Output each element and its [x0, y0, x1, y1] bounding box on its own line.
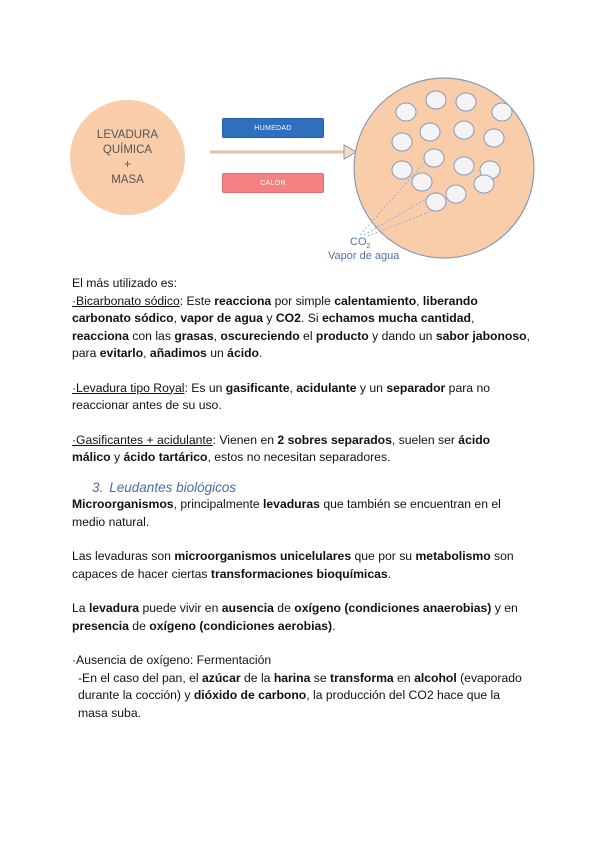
- co2-subscript: 2: [366, 243, 371, 251]
- bubble: [454, 157, 474, 175]
- bold-text: calentamiento: [334, 293, 417, 308]
- paragraph-fermentation-title: ·Ausencia de oxígeno: Fermentación: [72, 653, 272, 667]
- text-run: ,: [173, 311, 181, 325]
- bold-text: echamos mucha cantidad: [321, 311, 471, 325]
- bold-text: metabolismo: [415, 549, 491, 563]
- bold-text: ácido málico: [72, 432, 491, 464]
- text-run: puede vivir en: [139, 601, 222, 615]
- bold-text: separador: [386, 380, 446, 395]
- text-run: para no reaccionar antes de su uso.: [72, 380, 491, 412]
- text-run: -En el caso del pan, el: [78, 670, 202, 685]
- bold-text: ácido: [227, 346, 260, 360]
- bubble: [392, 133, 412, 151]
- bubble: [396, 103, 416, 121]
- circle-line: QUÍMICA: [102, 143, 153, 156]
- text-run: , la producción del CO2 hace que la masa suba.: [78, 688, 501, 720]
- bold-text: vapor de agua: [180, 311, 263, 325]
- heat-label: CALOR: [222, 173, 324, 193]
- humidity-label: HUMEDAD: [222, 118, 324, 138]
- bold-text: gasificante: [225, 380, 290, 395]
- text-run: , estos no necesitan separadores.: [207, 450, 391, 464]
- bold-text: oscureciendo: [220, 328, 300, 343]
- text-run: y dando un: [368, 328, 436, 343]
- bubble: [424, 149, 444, 167]
- underlined-term: ·Levadura tipo Royal: [72, 380, 185, 395]
- text-run: de la: [240, 670, 274, 685]
- paragraph-yeasts: [72, 548, 532, 583]
- text-run: por simple: [271, 293, 335, 308]
- bold-text: acidulante: [296, 380, 357, 395]
- text-run: y en: [491, 601, 518, 615]
- bold-text: 2 sobres separados: [277, 432, 392, 447]
- text-run: : Es un: [184, 380, 226, 395]
- fermentation-diagram: [62, 72, 536, 272]
- bold-text: levaduras: [263, 497, 320, 511]
- bubble: [454, 121, 474, 139]
- bold-text: reacciona: [72, 328, 129, 343]
- bubble: [426, 91, 446, 109]
- text-run: se: [310, 670, 331, 685]
- text-run: son capaces de hacer ciertas: [72, 549, 514, 581]
- bold-text: sabor jabonoso: [435, 328, 527, 343]
- bold-text: ácido tartárico: [123, 450, 208, 464]
- bold-text: azúcar: [201, 670, 241, 685]
- bold-text: añadimos: [149, 346, 207, 360]
- heading-text: Leudantes biológicos: [109, 479, 237, 495]
- text-run: .: [259, 346, 263, 360]
- text-run: (evaporado durante la cocción) y: [78, 670, 522, 702]
- bold-text: presencia: [72, 618, 129, 633]
- circle-line: +: [124, 158, 131, 171]
- co2-label: [350, 236, 370, 250]
- bold-text: transforma: [330, 670, 394, 685]
- bold-text: alcohol: [414, 670, 457, 685]
- text-run: de: [273, 601, 295, 615]
- bold-text: oxígeno (condiciones aerobias): [149, 618, 333, 633]
- text-run: : Vienen en: [212, 432, 278, 447]
- co2-text: CO: [350, 236, 367, 248]
- text-run: en: [393, 670, 415, 685]
- bubble: [412, 173, 432, 191]
- text-run: ,: [213, 328, 221, 343]
- section-heading: [72, 479, 532, 497]
- text-run: ,: [289, 380, 297, 395]
- bold-text: levadura: [88, 601, 140, 615]
- text-run: con las: [128, 328, 175, 343]
- text-run: ,: [416, 293, 423, 308]
- text-run: ,: [143, 346, 150, 360]
- text-run: el: [299, 328, 316, 343]
- yeast-dough-circle: [70, 100, 185, 215]
- bold-text: liberando carbonato sódico: [72, 293, 478, 325]
- text-run: La: [72, 601, 89, 615]
- bubble: [474, 175, 494, 193]
- bubble: [426, 193, 446, 211]
- bold-text: dióxido de carbono: [193, 688, 307, 702]
- bold-text: producto: [315, 328, 369, 343]
- text-run: .: [387, 566, 392, 581]
- underlined-term: ·Gasificantes + acidulante: [72, 432, 213, 447]
- text-run: , principalmente: [173, 497, 264, 511]
- bubble: [484, 129, 504, 147]
- bubble: [392, 161, 412, 179]
- bold-text: Microorganismos: [72, 497, 174, 511]
- text-run: , para: [72, 328, 530, 360]
- bold-text: microorganismos unicelulares: [174, 549, 352, 563]
- text-run: y: [263, 311, 276, 325]
- paragraph-oxygen: [72, 600, 532, 635]
- text-run: .: [332, 618, 336, 633]
- bold-text: transformaciones bioquímicas: [210, 566, 388, 581]
- bold-text: evitarlo: [99, 346, 144, 360]
- paragraph-gasifiers: [72, 432, 532, 467]
- text-run: y un: [356, 380, 387, 395]
- water-vapor-label: Vapor de agua: [328, 250, 400, 262]
- circle-line: MASA: [111, 173, 144, 186]
- underlined-term: ·Bicarbonato sódico: [72, 293, 180, 308]
- bold-text: grasas: [174, 328, 214, 343]
- bubble: [456, 93, 476, 111]
- bold-text: CO2: [275, 311, 301, 325]
- text-run: que también se encuentran en el medio natural.: [72, 497, 501, 529]
- circle-line: LEVADURA: [96, 128, 159, 141]
- text-run: de: [128, 618, 150, 633]
- bold-text: oxígeno (condiciones anaerobias): [294, 601, 492, 615]
- heading-number: 3.: [92, 479, 104, 495]
- paragraph-royal: [72, 380, 532, 415]
- bubble: [492, 103, 512, 121]
- bubble: [446, 185, 466, 203]
- paragraph-microorganisms: [72, 496, 532, 531]
- text-run: un: [206, 346, 228, 360]
- text-run: Las levaduras son: [72, 549, 175, 563]
- bold-text: reacciona: [214, 293, 272, 308]
- text-run: . Si: [300, 311, 322, 325]
- paragraph-bread: [72, 670, 532, 723]
- text-run: y: [110, 450, 124, 464]
- text-run: que por su: [351, 549, 416, 563]
- intro-line: El más utilizado es:: [72, 276, 177, 290]
- bold-text: harina: [273, 670, 311, 685]
- text-run: , suelen ser: [391, 432, 459, 447]
- document-body: [72, 275, 532, 722]
- bold-text: ausencia: [221, 601, 274, 615]
- text-run: ,: [470, 311, 475, 325]
- paragraph-bicarbonate: [72, 293, 532, 363]
- bubble: [420, 123, 440, 141]
- text-run: : Este: [179, 293, 215, 308]
